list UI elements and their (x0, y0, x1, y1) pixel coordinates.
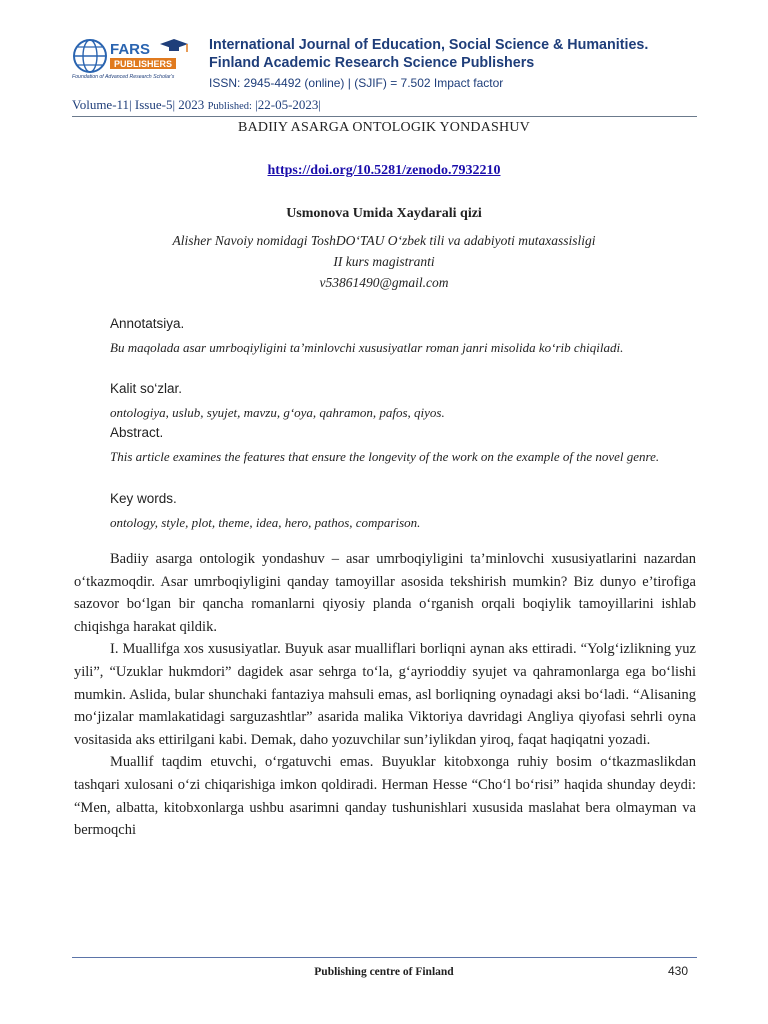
keywords-label: Kalit so‘zlar (110, 381, 179, 396)
volume-line (72, 97, 321, 113)
journal-title-line1: International Journal of Education, Social Science & Humanities. (209, 37, 649, 53)
page-number: 430 (668, 964, 689, 978)
affiliation-line1: Alisher Navoiy nomidagi ToshDO‘TAU O‘zbek tili va adabiyoti mutaxassisligi (172, 233, 596, 248)
article-body (74, 548, 696, 842)
annotation-text: Bu maqolada asar umrboqiyligini ta’minlovchi xususiyatlar roman janri misolida ko‘rib chiqiladi. (110, 340, 624, 355)
affiliation-line2: II kurs magistranti (333, 254, 435, 269)
keywords-text: ontologiya, uslub, syujet, mavzu, g‘oya, qahramon, pafos, qiyos. (110, 405, 445, 420)
footer-publisher: Publishing centre of Finland (314, 966, 454, 978)
abstract-text: This article examines the features that ensure the longevity of the work on the example of the novel genre. (110, 449, 660, 464)
author-name: Usmonova Umida Xaydarali qizi (286, 206, 482, 221)
keywords-en-label: Key words (110, 491, 174, 506)
graduation-cap-icon (160, 39, 188, 52)
body-paragraph: Badiiy asarga ontologik yondashuv – asar umrboqiyligini ta’minlovchi xususiyatlarini nazardan o‘tkazmoqdir. Asar umrboqiyligini qanday tamoyillar asosida tekshirish mumkin? Biz dunyo e’tirofiga sazovor bo‘lgan bir qancha romanlarni qiyosiy planda o‘rganish orqali boqiylik tamoyillarini ishlab chiqishga harakat qildik. (74, 551, 696, 635)
logo-subtitle: PUBLISHERS (114, 59, 173, 69)
keywords-en-heading: Key words. (110, 491, 177, 506)
author-affiliation (0, 230, 768, 293)
abstract-label: Abstract (110, 425, 160, 440)
keywords-heading: Kalit so‘zlar. (110, 381, 183, 396)
doi-link[interactable]: https://doi.org/10.5281/zenodo.7932210 (267, 163, 501, 178)
globe-icon (74, 40, 106, 72)
logo-tagline: Foundation of Advanced Research Scholar's (72, 74, 175, 80)
issn-line: ISSN: 2945-4492 (online) | (SJIF) = 7.502 Impact factor (209, 76, 504, 90)
journal-title-line2: Finland Academic Research Science Publishers (209, 55, 535, 71)
header-divider (72, 116, 697, 117)
published-label: Published: (207, 101, 252, 112)
keywords-en-text: ontology, style, plot, theme, idea, hero, pathos, comparison. (110, 515, 421, 530)
author-email: v53861490@gmail.com (319, 275, 449, 290)
annotation-heading: Annotatsiya. (110, 316, 185, 331)
body-paragraph: I. Muallifga xos xususiyatlar. Buyuk asar mualliflari borliqni aynan aks ettiradi. “Yolg‘izlikning yuz yili”, “Uzuklar hukmdori” dagidek asar sehrga to‘la, g‘ayrioddiy syujet va qahramonlarga ega bo‘lishi mumkin. Aslida, bular shunchaki fantaziya mahsuli emas, asl borliqning oynadagi aksi bo‘ladi. “Alisaning mo‘jizalar mamlakatidagi sarguzashtlar” asarida malika Viktoriya davridagi Angliya qiyofasi sehrli oyna vositasida aks ettirilgani kabi. Demak, daho yozuvchilar sun’iylikdan yiroq, faqat haqiqatni yozadi. (74, 641, 696, 748)
volume-issue: Volume-11| Issue-5| 2023 (72, 97, 205, 112)
abstract-heading: Abstract. (110, 425, 164, 440)
body-paragraph: Muallif taqdim etuvchi, o‘rgatuvchi emas. Buyuklar kitobxonga ruhiy bosim o‘tkazmaslikdan tashqari xulosani o‘zi chiqarishiga imkon qoldiradi. Herman Hesse “Cho‘l bo‘risi” haqida shunday deydi: “Men, albatta, kitobxonlarga ushbu asarimni qanday tushunishlari xususida maslahat bera olmayman va bermoqchi (74, 754, 696, 839)
footer-divider (72, 957, 697, 958)
logo-wordmark: FARS (110, 41, 151, 58)
paper-title: BADIIY ASARGA ONTOLOGIK YONDASHUV (238, 120, 530, 135)
published-date: |22-05-2023| (255, 97, 322, 112)
publisher-logo (70, 36, 206, 80)
annotation-label: Annotatsiya (110, 316, 181, 331)
journal-title (209, 36, 709, 72)
